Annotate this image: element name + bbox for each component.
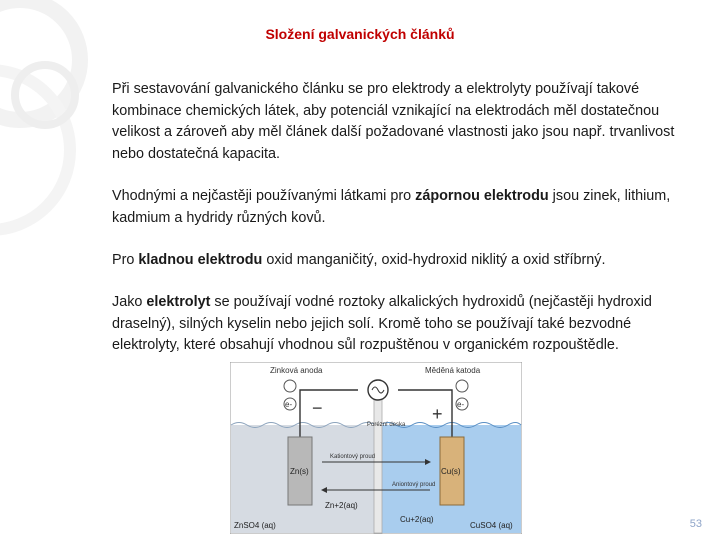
text: oxid manganičitý, oxid-hydroxid niklitý a oxid stříbrný. (262, 252, 606, 268)
term-negative-electrode: zápornou elektrodu (415, 188, 549, 204)
copper-cathode-label: Měděná katoda (425, 366, 481, 375)
text: se používají vodné roztoky alkalických hydroxidů (nejčastěji hydroxid draselný), silných kyselin nebo jejich solí. Kromě toho se používají také bezvodné elektrolyty, které obsahují vhodnou sůl rozpuštěnou v organickém rozpouštědle. (112, 294, 652, 353)
paragraph-intro: Při sestavování galvanického článku se pro elektrody a elektrolyty používají takové kombinace chemických látek, aby potenciál vznikající na elektrodách měl dostatečnou velikost a zároveň aby měl článek další požadované vlastnosti jako jsou např. trvanlivost nebo dostatečná kapacita. (112, 81, 675, 162)
paragraph-positive-electrode (112, 250, 702, 272)
page-title: Složení galvanických článků (265, 26, 455, 42)
anion-flow-label: Aniontový proud (392, 482, 436, 488)
galvanic-cell-diagram (230, 362, 522, 534)
porous-wall-label: Porézní deska (367, 422, 406, 428)
copper-solid-label: Cu(s) (441, 467, 461, 476)
text: jsou zinek, lithium, kadmium a hydridy různých kovů. (112, 188, 671, 226)
zinc-solid-label: Zn(s) (290, 467, 309, 476)
text: Vhodnými a nejčastěji používanými látkami pro (112, 188, 416, 204)
zinc-ion-label: Zn+2(aq) (325, 501, 358, 510)
electron-label: e- (457, 400, 465, 409)
minus-sign: − (312, 398, 323, 418)
cuso4-label: CuSO4 (aq) (470, 521, 513, 530)
page-number: 53 (689, 518, 702, 530)
zinc-anode-label: Zinková anoda (270, 366, 323, 375)
term-positive-electrode: kladnou elektrodu (138, 252, 263, 268)
plus-sign: + (432, 404, 443, 424)
term-electrolyte: elektrolyt (146, 294, 211, 310)
znso4-label: ZnSO4 (aq) (234, 521, 276, 530)
cation-flow-label: Kationtový proud (330, 454, 376, 460)
text: Jako (112, 294, 147, 310)
electron-label: e- (285, 400, 293, 409)
text: Pro (112, 252, 139, 268)
copper-ion-label: Cu+2(aq) (400, 515, 434, 524)
paragraph-electrolyte (112, 292, 702, 357)
paragraph-negative-electrode (112, 186, 702, 229)
